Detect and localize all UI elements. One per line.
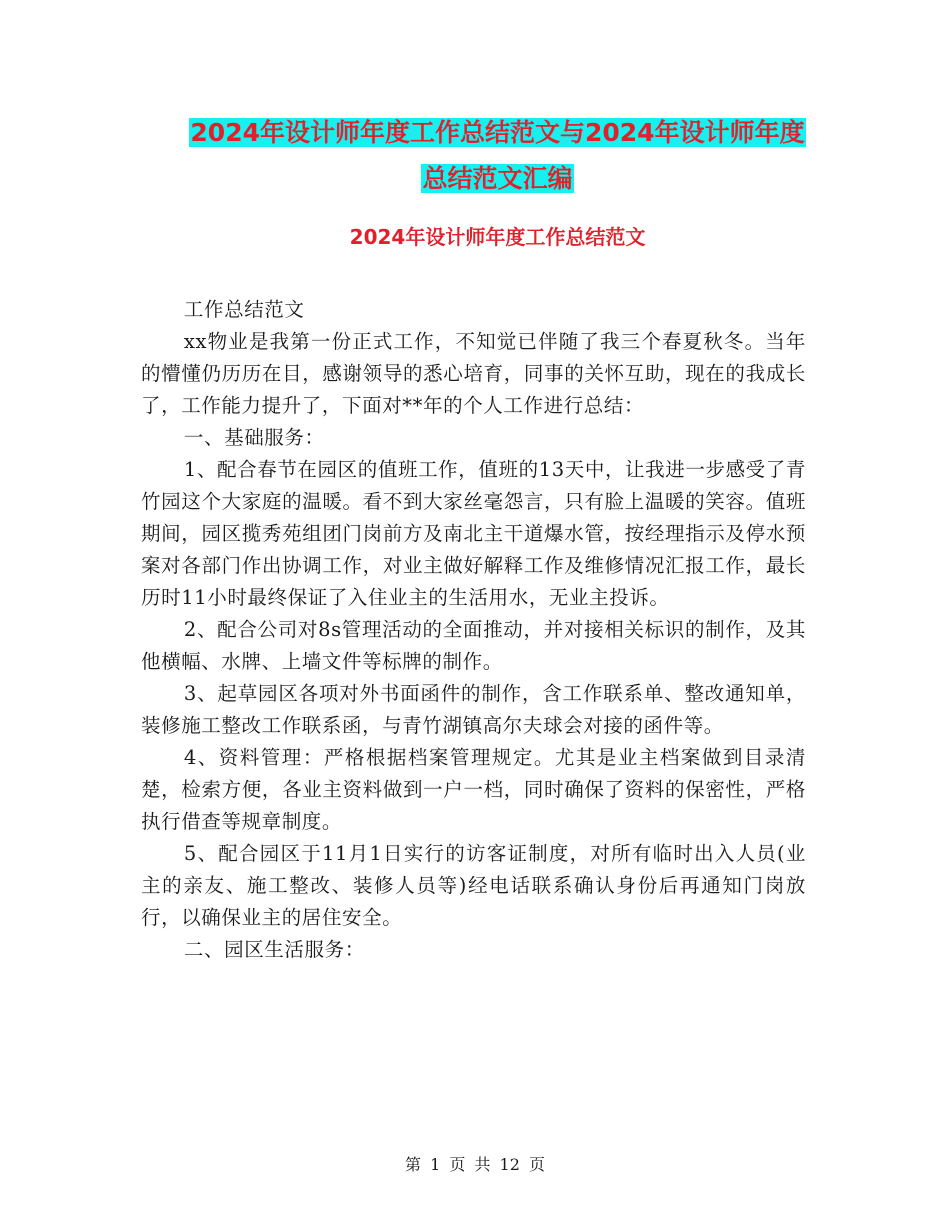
paragraph-item-5: 5、配合园区于11月1日实行的访客证制度，对所有临时出入人员(业主的亲友、施工整改、装修人员等)经电话联系确认身份后再通知门岗放行，以确保业主的居住安全。: [141, 842, 806, 929]
document-title-line-2: 总结范文汇编: [422, 164, 573, 193]
paragraph-intro: xx物业是我第一份正式工作，不知觉已伴随了我三个春夏秋冬。当年的懵懂仍历历在目，感谢领导的悉心培育，同事的关怀互助，现在的我成长了，工作能力提升了，下面对**年的个人工作进行总结：: [141, 330, 806, 417]
paragraph-item-3: 3、起草园区各项对外书面函件的制作，含工作联系单、整改通知单，装修施工整改工作联系函，与青竹湖镇高尔夫球会对接的函件等。: [141, 682, 806, 737]
page-footer: 第 1 页 共 12 页: [405, 1155, 545, 1174]
paragraph-intro-label: 工作总结范文: [183, 298, 305, 321]
paragraph-item-2: 2、配合公司对8s管理活动的全面推动，并对接相关标识的制作，及其他横幅、水牌、上墙文件等标牌的制作。: [141, 618, 806, 673]
section-title: 2024年设计师年度工作总结范文: [349, 225, 646, 249]
heading-basic-services: 一、基础服务：: [183, 426, 325, 449]
document-body: [141, 294, 806, 966]
document-title: [140, 110, 855, 202]
paragraph-item-4: 4、资料管理：严格根据档案管理规定。尤其是业主档案做到目录清楚，检索方便，各业主资料做到一户一档，同时确保了资料的保密性，严格执行借查等规章制度。: [141, 746, 806, 833]
paragraph-item-1: 1、配合春节在园区的值班工作，值班的13天中，让我进一步感受了青竹园这个大家庭的温暖。看不到大家丝毫怨言，只有脸上温暖的笑容。值班期间，园区揽秀苑组团门岗前方及南北主干道爆水管，按经理指示及停水预案对各部门作出协调工作，对业主做好解释工作及维修情况汇报工作，最长历时11小时最终保证了入住业主的生活用水，无业主投诉。: [141, 458, 806, 609]
document-title-line-1: 2024年设计师年度工作总结范文与2024年设计师年度: [190, 118, 805, 147]
heading-life-services: 二、园区生活服务：: [183, 938, 365, 961]
